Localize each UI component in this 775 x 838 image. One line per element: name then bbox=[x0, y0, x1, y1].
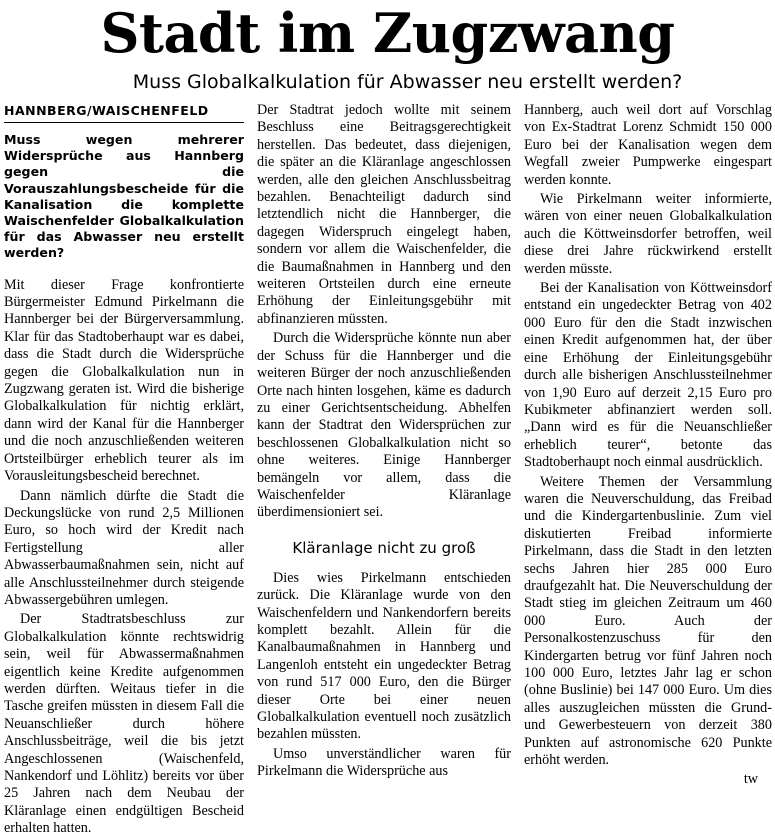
body-paragraph: Durch die Widersprüche könnte nun aber der Schuss für die Hannberger und die weiteren Bürger der noch anzuschließenden Orte nach hinten losgehen, käme es dadurch zu einer Gerichtsentscheidung. Abhelfen kann der Stadtrat den Widersprüchen zur beschlossenen Globalkalkulation nicht so ohne weiteres. Einige Hannberger bemängeln vor allem, dass die Waischenfelder Kläranlage überdimensioniert sei. bbox=[257, 330, 511, 521]
body-paragraph: Umso unverständlicher waren für Pirkelmann die Widersprüche aus bbox=[257, 745, 511, 780]
author-initials: tw bbox=[743, 771, 758, 788]
body-paragraph: Dann nämlich dürfte die Stadt die Deckungslücke von rund 2,5 Millionen Euro, so hoch wird der Kredit nach Fertigstellung aller Abwasserbaumaßnahmen sein, nicht auf alle Anschlussteilnehmer durch steigende Abwassergebühren umlegen. bbox=[4, 487, 244, 608]
column-2 bbox=[257, 102, 511, 800]
body-paragraph: Dies wies Pirkelmann entschieden zurück. Die Kläranlage wurde von den Waischenfeldern und Nankendorfern bereits komplett bezahlt. Allein für die Kanalbaumaßnahmen in Hannberg und Langenloh entsteht ein ungedeckter Betrag von rund 517 000 Euro, den die Bürger dieser Orte bei einer neuen Globalkalkulation eventuell noch zusätzlich bezahlen müssten. bbox=[257, 569, 511, 743]
body-paragraph: Mit dieser Frage konfrontierte Bürgermeister Edmund Pirkelmann die Hannberger bei der Bürgerversammlung. Klar für das Stadtoberhaupt war es dabei, dass die Stadt durch die Widersprüche gegen die Globalkalkulation nun in Zugzwang geraten ist. Wird die bisherige Globalkalkulation für nichtig erklärt, dann wird der Kanal für die Hannberger und die noch anzuschließenden weiteren Ortsteilbürger erheblich teurer als im Vorausleitungsbescheid berechnet. bbox=[4, 276, 244, 485]
body-paragraph: Der Stadtratsbeschluss zur Globalkalkulation könnte rechtswidrig sein, weil für Abwassermaßnahmen eigentlich keine Kredite aufgenommen werden dürften. Weitaus tiefer in die Tasche greifen müssten in diesem Fall die Neuanschließer durch höhere Anschlussbeiträge, weil die bis jetzt Angeschlossenen (Waischenfeld, Nankendorf und Löhlitz) bereits vor über 25 Jahren nach dem Neubau der Kläranlage einen endgültigen Bescheid erhalten hatten. bbox=[4, 611, 244, 837]
section-subheading: Kläranlage nicht zu groß bbox=[292, 538, 476, 557]
column-3 bbox=[524, 102, 772, 800]
body-paragraph: Weitere Themen der Versammlung waren die Neuverschuldung, das Freibad und die Kindergartenbuslinie. Zum viel diskutierten Freibad informierte Pirkelmann, dass die Stadt in den letzten sechs Jahren hier 285 000 Euro draufgezahlt hat. Die Neuverschuldung der Stadt stieg im gleichen Zeitraum um 460 000 Euro. Auch der Personalkostenzuschuss für den Kindergarten betrug vor fünf Jahren noch 100 000 Euro, letztes Jahr lag er schon (ohne Buslinie) bei 147 000 Euro. Um dies alles auszugleichen müssten die Grund- und Gewerbesteuern von derzeit 380 Punkten auf astronomische 620 Punkte erhöht werden. bbox=[524, 473, 772, 769]
body-paragraph: Wie Pirkelmann weiter informierte, wären von einer neuen Globalkalkulation auch die Köttweinsdorfer betroffen, weil diese drei Jahre rückwirkend erstellt werden müsste. bbox=[524, 191, 772, 277]
lead-paragraph: Muss wegen mehrerer Widersprüche aus Hannberg gegen die Vorauszahlungsbescheide für die Kanalisation die komplette Waischenfelder Globalkalkulation für das Abwasser neu erstellt werden? bbox=[4, 132, 244, 261]
body-paragraph: Hannberg, auch weil dort auf Vorschlag von Ex-Stadtrat Lorenz Schmidt 150 000 Euro bei der Kanalisation wegen dem Wegfall zweier Pumpwerke eingespart werden konnte. bbox=[524, 102, 772, 188]
headline: Stadt im Zugzwang bbox=[100, 1, 675, 65]
subheadline: Muss Globalkalkulation für Abwasser neu erstellt werden? bbox=[132, 71, 683, 93]
dateline: HANNBERG/WAISCHENFELD bbox=[4, 102, 244, 123]
body-paragraph: Der Stadtrat jedoch wollte mit seinem Beschluss eine Beitragsgerechtigkeit herstellen. Das bedeutet, dass diejenigen, die später an die Kläranlage angeschlossen werden, alle den gleichen Anschlussbeitrag bezahlen. Benachteiligt dadurch sind letztendlich nicht die Hannberger, die dagegen Widerspruch eingelegt haben, sondern vor allem die Waischenfelder, die die Baumaßnahmen in Hannberg und den weiteren Ortsteilen durch eine erneute Erhöhung der Einleitungsgebühr mit abfinanzieren müssten. bbox=[257, 102, 511, 327]
column-1 bbox=[4, 102, 244, 837]
body-paragraph: Bei der Kanalisation von Köttweinsdorf entstand ein ungedeckter Betrag von 402 000 Euro für den die Stadt inzwischen einen Kredit aufgenommen hat, der über eine Erhöhung der Einleitungsgebühr durch alle bisherigen Anschlussteilnehmer von 1,90 Euro auf derzeit 2,15 Euro pro Kubikmeter abfinanziert werden soll. „Dann wird es für die Neuanschließer erheblich teurer“, betonte das Stadtoberhaupt noch einmal ausdrücklich. bbox=[524, 280, 772, 471]
